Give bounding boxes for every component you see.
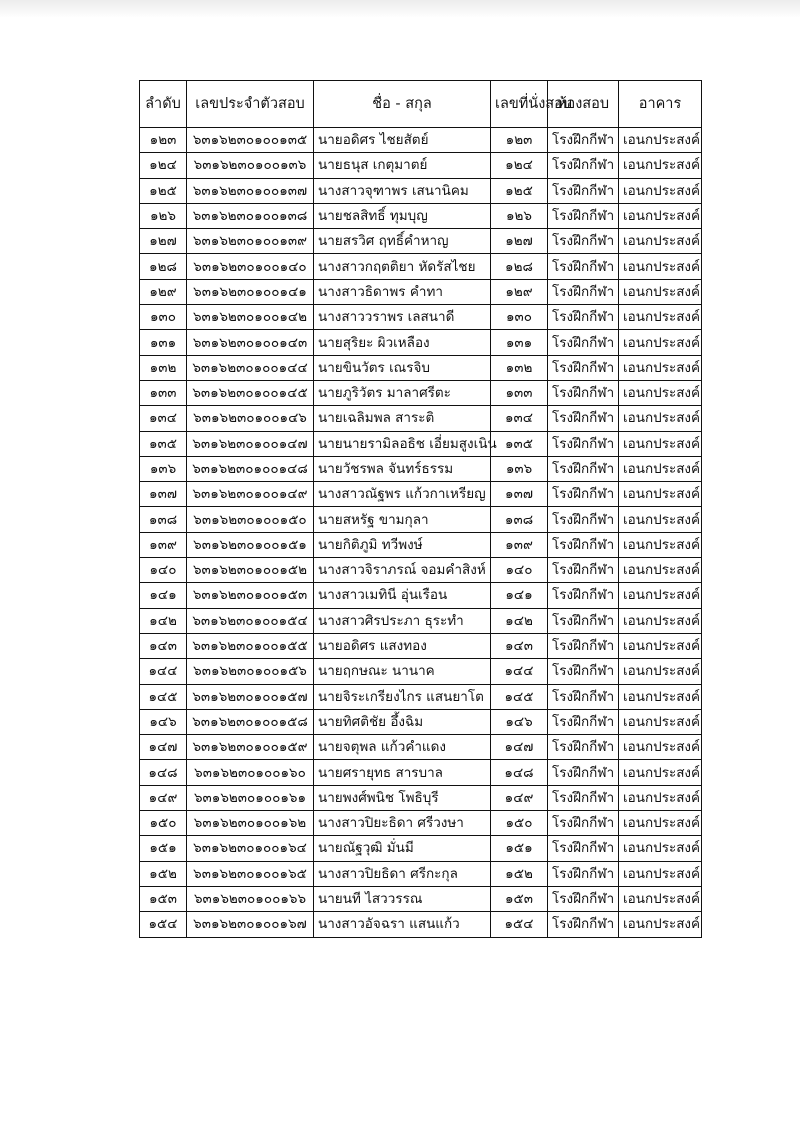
cell-room: โรงฝึกกีฬา — [548, 507, 619, 532]
cell-seat: ๑๔๕ — [491, 684, 548, 709]
header-building: อาคาร — [619, 81, 702, 128]
cell-exam-id: ๖๓๑๖๒๓๐๑๐๐๑๓๘ — [187, 203, 314, 228]
cell-seat: ๑๒๖ — [491, 203, 548, 228]
cell-room: โรงฝึกกีฬา — [548, 785, 619, 810]
cell-name: นางสาวจิราภรณ์ จอมคำสิงห์ — [314, 558, 491, 583]
cell-name: นายจิระเกรียงไกร แสนยาโต — [314, 684, 491, 709]
cell-building: เอนกประสงค์ — [619, 431, 702, 456]
cell-room: โรงฝึกกีฬา — [548, 330, 619, 355]
cell-room: โรงฝึกกีฬา — [548, 380, 619, 405]
cell-room: โรงฝึกกีฬา — [548, 355, 619, 380]
cell-seq: ๑๕๒ — [140, 861, 187, 886]
cell-seq: ๑๕๓ — [140, 886, 187, 911]
cell-seq: ๑๓๐ — [140, 305, 187, 330]
cell-room: โรงฝึกกีฬา — [548, 482, 619, 507]
cell-exam-id: ๖๓๑๖๒๓๐๑๐๐๑๔๔ — [187, 355, 314, 380]
cell-seq: ๑๓๒ — [140, 355, 187, 380]
cell-seat: ๑๔๓ — [491, 633, 548, 658]
cell-exam-id: ๖๓๑๖๒๓๐๑๐๐๑๕๐ — [187, 507, 314, 532]
cell-seat: ๑๓๘ — [491, 507, 548, 532]
cell-room: โรงฝึกกีฬา — [548, 861, 619, 886]
cell-room: โรงฝึกกีฬา — [548, 633, 619, 658]
cell-name: นายภูริวัตร มาลาศรีตะ — [314, 380, 491, 405]
cell-name: นายสหรัฐ ขามกุลา — [314, 507, 491, 532]
cell-name: นายขินวัตร เณรจิบ — [314, 355, 491, 380]
cell-exam-id: ๖๓๑๖๒๓๐๑๐๐๑๓๕ — [187, 128, 314, 153]
cell-seq: ๑๕๑ — [140, 836, 187, 861]
cell-exam-id: ๖๓๑๖๒๓๐๑๐๐๑๕๕ — [187, 633, 314, 658]
cell-name: นางสาวปิยธิดา ศรีกะกุล — [314, 861, 491, 886]
cell-seq: ๑๒๘ — [140, 254, 187, 279]
cell-room: โรงฝึกกีฬา — [548, 659, 619, 684]
cell-name: นายธนุส เกตุมาตย์ — [314, 153, 491, 178]
cell-seat: ๑๕๐ — [491, 811, 548, 836]
cell-seq: ๑๔๓ — [140, 633, 187, 658]
table-row — [140, 811, 702, 836]
cell-exam-id: ๖๓๑๖๒๓๐๑๐๐๑๕๑ — [187, 532, 314, 557]
cell-exam-id: ๖๓๑๖๒๓๐๑๐๐๑๔๖ — [187, 406, 314, 431]
cell-seat: ๑๔๒ — [491, 608, 548, 633]
table-row — [140, 785, 702, 810]
cell-seq: ๑๔๖ — [140, 709, 187, 734]
cell-room: โรงฝึกกีฬา — [548, 836, 619, 861]
cell-building: เอนกประสงค์ — [619, 254, 702, 279]
cell-name: นายสรวิศ ฤทธิ์คำหาญ — [314, 229, 491, 254]
cell-seq: ๑๓๙ — [140, 532, 187, 557]
cell-building: เอนกประสงค์ — [619, 305, 702, 330]
cell-seat: ๑๓๓ — [491, 380, 548, 405]
table-row — [140, 355, 702, 380]
cell-exam-id: ๖๓๑๖๒๓๐๑๐๐๑๕๗ — [187, 684, 314, 709]
cell-exam-id: ๖๓๑๖๒๓๐๑๐๐๑๔๕ — [187, 380, 314, 405]
cell-building: เอนกประสงค์ — [619, 608, 702, 633]
cell-seat: ๑๓๒ — [491, 355, 548, 380]
cell-seat: ๑๔๗ — [491, 735, 548, 760]
cell-building: เอนกประสงค์ — [619, 203, 702, 228]
cell-seat: ๑๔๑ — [491, 583, 548, 608]
cell-exam-id: ๖๓๑๖๒๓๐๑๐๐๑๖๕ — [187, 861, 314, 886]
header-exam-id: เลขประจำตัวสอบ — [187, 81, 314, 128]
cell-exam-id: ๖๓๑๖๒๓๐๑๐๐๑๔๒ — [187, 305, 314, 330]
cell-seat: ๑๔๘ — [491, 760, 548, 785]
cell-seq: ๑๒๓ — [140, 128, 187, 153]
cell-name: นายนที ไสววรรณ — [314, 886, 491, 911]
cell-seq: ๑๔๒ — [140, 608, 187, 633]
cell-seq: ๑๒๔ — [140, 153, 187, 178]
cell-exam-id: ๖๓๑๖๒๓๐๑๐๐๑๖๖ — [187, 886, 314, 911]
cell-exam-id: ๖๓๑๖๒๓๐๑๐๐๑๖๑ — [187, 785, 314, 810]
cell-room: โรงฝึกกีฬา — [548, 203, 619, 228]
table-row — [140, 254, 702, 279]
cell-building: เอนกประสงค์ — [619, 330, 702, 355]
header-name: ชื่อ - สกุล — [314, 81, 491, 128]
cell-seq: ๑๓๓ — [140, 380, 187, 405]
cell-room: โรงฝึกกีฬา — [548, 912, 619, 937]
cell-exam-id: ๖๓๑๖๒๓๐๑๐๐๑๔๑ — [187, 279, 314, 304]
cell-name: นายกิติภูมิ ทวีพงษ์ — [314, 532, 491, 557]
table-row — [140, 178, 702, 203]
cell-exam-id: ๖๓๑๖๒๓๐๑๐๐๑๕๒ — [187, 558, 314, 583]
cell-seat: ๑๔๖ — [491, 709, 548, 734]
cell-building: เอนกประสงค์ — [619, 659, 702, 684]
cell-seat: ๑๒๕ — [491, 178, 548, 203]
cell-seat: ๑๕๑ — [491, 836, 548, 861]
cell-building: เอนกประสงค์ — [619, 861, 702, 886]
table-row — [140, 456, 702, 481]
cell-seat: ๑๒๔ — [491, 153, 548, 178]
cell-building: เอนกประสงค์ — [619, 279, 702, 304]
cell-seq: ๑๓๔ — [140, 406, 187, 431]
cell-seat: ๑๕๒ — [491, 861, 548, 886]
cell-seq: ๑๒๗ — [140, 229, 187, 254]
cell-seq: ๑๔๕ — [140, 684, 187, 709]
cell-exam-id: ๖๓๑๖๒๓๐๑๐๐๑๕๙ — [187, 735, 314, 760]
cell-building: เอนกประสงค์ — [619, 178, 702, 203]
cell-building: เอนกประสงค์ — [619, 558, 702, 583]
table-row — [140, 507, 702, 532]
cell-seat: ๑๔๔ — [491, 659, 548, 684]
cell-seat: ๑๔๙ — [491, 785, 548, 810]
cell-name: นายศรายุทธ สารบาล — [314, 760, 491, 785]
cell-name: นางสาวจุฑาพร เสนานิคม — [314, 178, 491, 203]
cell-seq: ๑๔๐ — [140, 558, 187, 583]
cell-name: นางสาวปิยะธิดา ศรีวงษา — [314, 811, 491, 836]
cell-room: โรงฝึกกีฬา — [548, 254, 619, 279]
cell-seq: ๑๔๘ — [140, 760, 187, 785]
cell-room: โรงฝึกกีฬา — [548, 178, 619, 203]
cell-seq: ๑๒๖ — [140, 203, 187, 228]
table-row — [140, 886, 702, 911]
header-room: ห้องสอบ — [548, 81, 619, 128]
cell-seq: ๑๔๑ — [140, 583, 187, 608]
table-row — [140, 760, 702, 785]
cell-seat: ๑๓๕ — [491, 431, 548, 456]
cell-exam-id: ๖๓๑๖๒๓๐๑๐๐๑๕๔ — [187, 608, 314, 633]
cell-seq: ๑๔๗ — [140, 735, 187, 760]
cell-room: โรงฝึกกีฬา — [548, 153, 619, 178]
cell-building: เอนกประสงค์ — [619, 912, 702, 937]
cell-seq: ๑๕๐ — [140, 811, 187, 836]
table-row — [140, 482, 702, 507]
cell-exam-id: ๖๓๑๖๒๓๐๑๐๐๑๓๖ — [187, 153, 314, 178]
cell-exam-id: ๖๓๑๖๒๓๐๑๐๐๑๔๙ — [187, 482, 314, 507]
cell-name: นางสาวศิรประภา ธุระทำ — [314, 608, 491, 633]
cell-building: เอนกประสงค์ — [619, 886, 702, 911]
cell-seq: ๑๔๔ — [140, 659, 187, 684]
cell-name: นายสุริยะ ผิวเหลือง — [314, 330, 491, 355]
table-row — [140, 406, 702, 431]
cell-building: เอนกประสงค์ — [619, 406, 702, 431]
cell-name: นางสาววราพร เลสนาดี — [314, 305, 491, 330]
cell-room: โรงฝึกกีฬา — [548, 811, 619, 836]
cell-exam-id: ๖๓๑๖๒๓๐๑๐๐๑๓๙ — [187, 229, 314, 254]
cell-building: เอนกประสงค์ — [619, 153, 702, 178]
cell-seq: ๑๔๙ — [140, 785, 187, 810]
cell-name: นายณัฐวุฒิ มั่นมี — [314, 836, 491, 861]
cell-name: นางสาวธิดาพร คำทา — [314, 279, 491, 304]
cell-building: เอนกประสงค์ — [619, 684, 702, 709]
table-row — [140, 684, 702, 709]
cell-name: นายอดิศร ไชยสัตย์ — [314, 128, 491, 153]
cell-name: นายนายรามิลอธิช เอี่ยมสูงเนิน — [314, 431, 491, 456]
cell-room: โรงฝึกกีฬา — [548, 406, 619, 431]
cell-room: โรงฝึกกีฬา — [548, 735, 619, 760]
cell-building: เอนกประสงค์ — [619, 128, 702, 153]
cell-building: เอนกประสงค์ — [619, 735, 702, 760]
cell-room: โรงฝึกกีฬา — [548, 684, 619, 709]
cell-building: เอนกประสงค์ — [619, 507, 702, 532]
cell-seq: ๑๒๕ — [140, 178, 187, 203]
table-row — [140, 659, 702, 684]
cell-seat: ๑๔๐ — [491, 558, 548, 583]
cell-building: เอนกประสงค์ — [619, 760, 702, 785]
table-row — [140, 861, 702, 886]
cell-seat: ๑๕๔ — [491, 912, 548, 937]
cell-name: นางสาวกฤตติยา หัดรัสไชย — [314, 254, 491, 279]
cell-exam-id: ๖๓๑๖๒๓๐๑๐๐๑๕๘ — [187, 709, 314, 734]
cell-room: โรงฝึกกีฬา — [548, 431, 619, 456]
cell-room: โรงฝึกกีฬา — [548, 709, 619, 734]
table-row — [140, 912, 702, 937]
cell-exam-id: ๖๓๑๖๒๓๐๑๐๐๑๔๘ — [187, 456, 314, 481]
table-row — [140, 279, 702, 304]
cell-building: เอนกประสงค์ — [619, 785, 702, 810]
cell-name: นายวัชรพล จันทร์ธรรม — [314, 456, 491, 481]
cell-exam-id: ๖๓๑๖๒๓๐๑๐๐๑๔๓ — [187, 330, 314, 355]
header-seq: ลำดับ — [140, 81, 187, 128]
cell-room: โรงฝึกกีฬา — [548, 583, 619, 608]
table-row — [140, 229, 702, 254]
cell-building: เอนกประสงค์ — [619, 482, 702, 507]
cell-seq: ๑๓๖ — [140, 456, 187, 481]
cell-building: เอนกประสงค์ — [619, 355, 702, 380]
cell-exam-id: ๖๓๑๖๒๓๐๑๐๐๑๓๗ — [187, 178, 314, 203]
table-row — [140, 735, 702, 760]
cell-exam-id: ๖๓๑๖๒๓๐๑๐๐๑๕๖ — [187, 659, 314, 684]
cell-seq: ๑๓๕ — [140, 431, 187, 456]
cell-building: เอนกประสงค์ — [619, 811, 702, 836]
cell-name: นายจตุพล แก้วคำแดง — [314, 735, 491, 760]
cell-name: นายฤกษณะ นานาค — [314, 659, 491, 684]
cell-seat: ๑๒๗ — [491, 229, 548, 254]
cell-building: เอนกประสงค์ — [619, 456, 702, 481]
cell-name: นายทิศติชัย อึ้งฉิม — [314, 709, 491, 734]
cell-seat: ๑๓๔ — [491, 406, 548, 431]
table-row — [140, 431, 702, 456]
exam-seating-table — [139, 80, 702, 938]
scan-edge-shadow — [0, 0, 800, 18]
table-row — [140, 532, 702, 557]
cell-name: นายพงศ์พนิช โพธิบุรี — [314, 785, 491, 810]
cell-exam-id: ๖๓๑๖๒๓๐๑๐๐๑๖๐ — [187, 760, 314, 785]
cell-seq: ๑๓๑ — [140, 330, 187, 355]
cell-room: โรงฝึกกีฬา — [548, 760, 619, 785]
cell-seat: ๑๓๗ — [491, 482, 548, 507]
cell-seat: ๑๒๓ — [491, 128, 548, 153]
cell-seq: ๑๒๙ — [140, 279, 187, 304]
cell-seat: ๑๓๑ — [491, 330, 548, 355]
table-row — [140, 583, 702, 608]
cell-name: นางสาวณัฐพร แก้วกาเหรียญ — [314, 482, 491, 507]
table-row — [140, 633, 702, 658]
table-row — [140, 380, 702, 405]
cell-seat: ๑๓๙ — [491, 532, 548, 557]
table-body — [140, 128, 702, 938]
table-row — [140, 330, 702, 355]
cell-room: โรงฝึกกีฬา — [548, 532, 619, 557]
cell-seat: ๑๓๖ — [491, 456, 548, 481]
table-row — [140, 203, 702, 228]
cell-room: โรงฝึกกีฬา — [548, 128, 619, 153]
table-row — [140, 608, 702, 633]
cell-exam-id: ๖๓๑๖๒๓๐๑๐๐๑๔๗ — [187, 431, 314, 456]
table-row — [140, 305, 702, 330]
cell-seq: ๑๓๘ — [140, 507, 187, 532]
cell-exam-id: ๖๓๑๖๒๓๐๑๐๐๑๖๒ — [187, 811, 314, 836]
cell-building: เอนกประสงค์ — [619, 532, 702, 557]
cell-seat: ๑๓๐ — [491, 305, 548, 330]
cell-name: นายชลสิทธิ์ ทุมบุญ — [314, 203, 491, 228]
cell-building: เอนกประสงค์ — [619, 633, 702, 658]
table-row — [140, 836, 702, 861]
cell-name: นางสาวอัจฉรา แสนแก้ว — [314, 912, 491, 937]
cell-seat: ๑๕๓ — [491, 886, 548, 911]
cell-seat: ๑๒๘ — [491, 254, 548, 279]
cell-name: นางสาวเมทินี อุ่นเรือน — [314, 583, 491, 608]
table-header-row — [140, 81, 702, 128]
table-row — [140, 128, 702, 153]
cell-name: นายอดิศร แสงทอง — [314, 633, 491, 658]
cell-room: โรงฝึกกีฬา — [548, 886, 619, 911]
cell-exam-id: ๖๓๑๖๒๓๐๑๐๐๑๖๗ — [187, 912, 314, 937]
cell-exam-id: ๖๓๑๖๒๓๐๑๐๐๑๔๐ — [187, 254, 314, 279]
cell-building: เอนกประสงค์ — [619, 836, 702, 861]
table-row — [140, 709, 702, 734]
cell-seq: ๑๕๔ — [140, 912, 187, 937]
cell-room: โรงฝึกกีฬา — [548, 558, 619, 583]
cell-room: โรงฝึกกีฬา — [548, 229, 619, 254]
table-row — [140, 153, 702, 178]
cell-room: โรงฝึกกีฬา — [548, 456, 619, 481]
cell-seat: ๑๒๙ — [491, 279, 548, 304]
cell-building: เอนกประสงค์ — [619, 583, 702, 608]
cell-building: เอนกประสงค์ — [619, 709, 702, 734]
cell-exam-id: ๖๓๑๖๒๓๐๑๐๐๑๖๔ — [187, 836, 314, 861]
cell-seq: ๑๓๗ — [140, 482, 187, 507]
cell-room: โรงฝึกกีฬา — [548, 279, 619, 304]
cell-room: โรงฝึกกีฬา — [548, 305, 619, 330]
cell-exam-id: ๖๓๑๖๒๓๐๑๐๐๑๕๓ — [187, 583, 314, 608]
cell-building: เอนกประสงค์ — [619, 229, 702, 254]
header-seat: เลขที่นั่งสอบ — [491, 81, 548, 128]
table-row — [140, 558, 702, 583]
cell-building: เอนกประสงค์ — [619, 380, 702, 405]
cell-name: นายเฉลิมพล สาระติ — [314, 406, 491, 431]
cell-room: โรงฝึกกีฬา — [548, 608, 619, 633]
